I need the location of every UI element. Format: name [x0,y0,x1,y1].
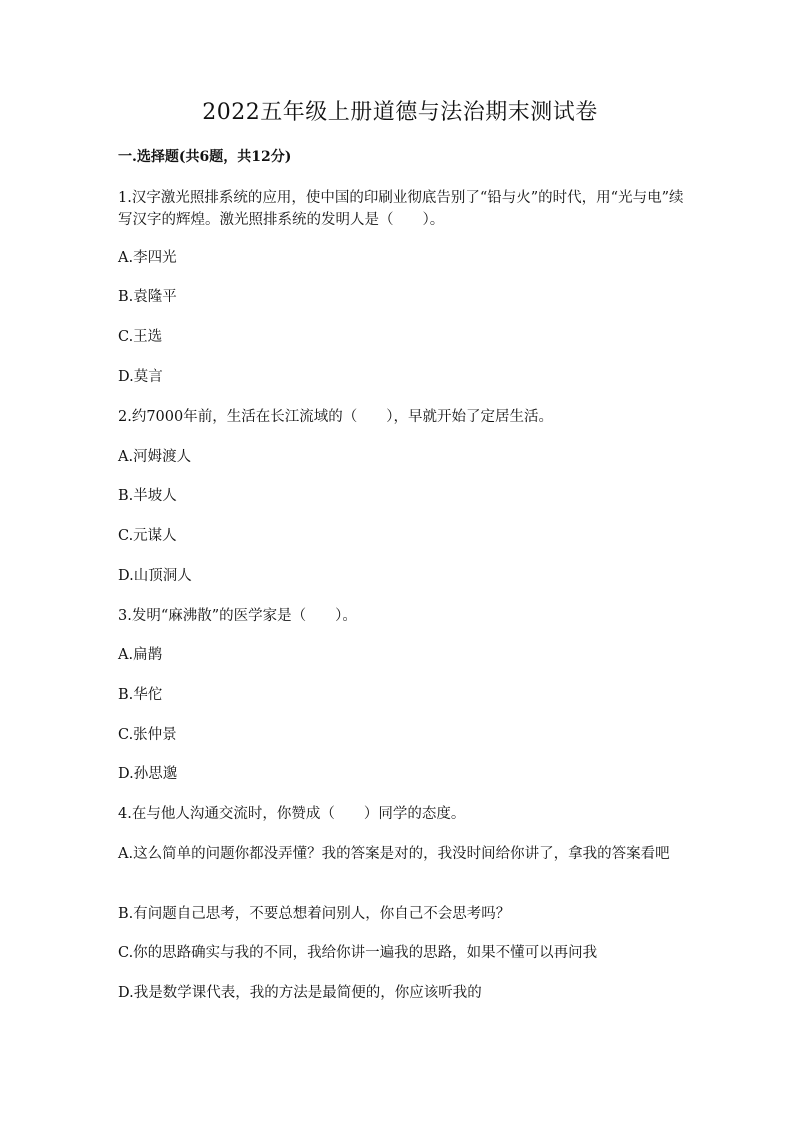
section-heading: 一.选择题(共6题，共12分) [118,149,292,165]
question-option: D.莫言 [118,369,163,385]
question-option: C.元谋人 [118,528,177,544]
question-option: C.你的思路确实与我的不同，我给你讲一遍我的思路，如果不懂可以再问我 [118,945,598,961]
question-option: B.袁隆平 [118,289,177,305]
question-option: B.华佗 [118,687,163,703]
question-option: D.孙思邈 [118,766,178,782]
question-option: A.河姆渡人 [118,449,192,465]
exam-title: 2022五年级上册道德与法治期末测试卷 [202,100,598,125]
question-option: C.张仲景 [118,727,177,743]
question-option: A.李四光 [118,250,177,266]
question-stem: 2.约7000年前，生活在长江流域的（ ），早就开始了定居生活。 [118,409,553,425]
question-option: D.山顶洞人 [118,568,192,584]
question-stem: 1.汉字激光照排系统的应用，使中国的印刷业彻底告别了“铅与火”的时代，用“光与电”续写汉字的辉煌。激光照排系统的发明人是（ ）。 [118,190,684,228]
question-option: D.我是数学课代表，我的方法是最简便的，你应该听我的 [118,985,482,1001]
question-stem: 3.发明“麻沸散”的医学家是（ ）。 [118,608,357,624]
question-option: B.半坡人 [118,488,177,504]
question-option: B.有问题自己思考，不要总想着问别人，你自己不会思考吗？ [118,906,511,922]
question-stem: 4.在与他人沟通交流时，你赞成（ ）同学的态度。 [118,806,466,822]
question-option: C.王选 [118,329,163,345]
question-option: A.扁鹊 [118,647,163,663]
question-option: A.这么简单的问题你都没弄懂？我的答案是对的，我没时间给你讲了，拿我的答案看吧 [118,846,670,862]
